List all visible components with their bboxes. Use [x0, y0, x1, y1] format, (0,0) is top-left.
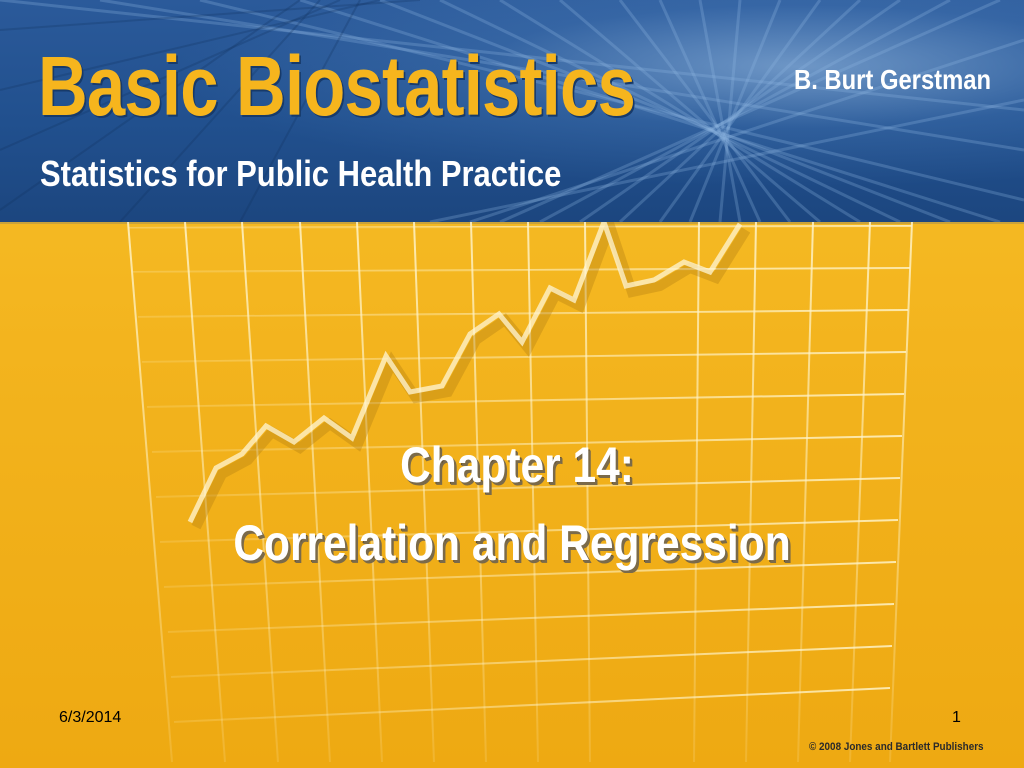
book-title: Basic Biostatistics	[38, 39, 635, 133]
book-subtitle: Statistics for Public Health Practice	[40, 153, 562, 194]
page-number: 1	[952, 709, 961, 726]
chapter-name: Correlation and Regression	[233, 515, 791, 571]
author-name: B. Burt Gerstman	[794, 64, 992, 95]
chapter-number: Chapter 14:	[400, 437, 634, 493]
footer-date: 6/3/2014	[59, 709, 122, 726]
chapter-title	[0, 437, 1024, 571]
copyright-notice: © 2008 Jones and Bartlett Publishers	[809, 741, 984, 753]
title-banner	[0, 0, 1024, 224]
